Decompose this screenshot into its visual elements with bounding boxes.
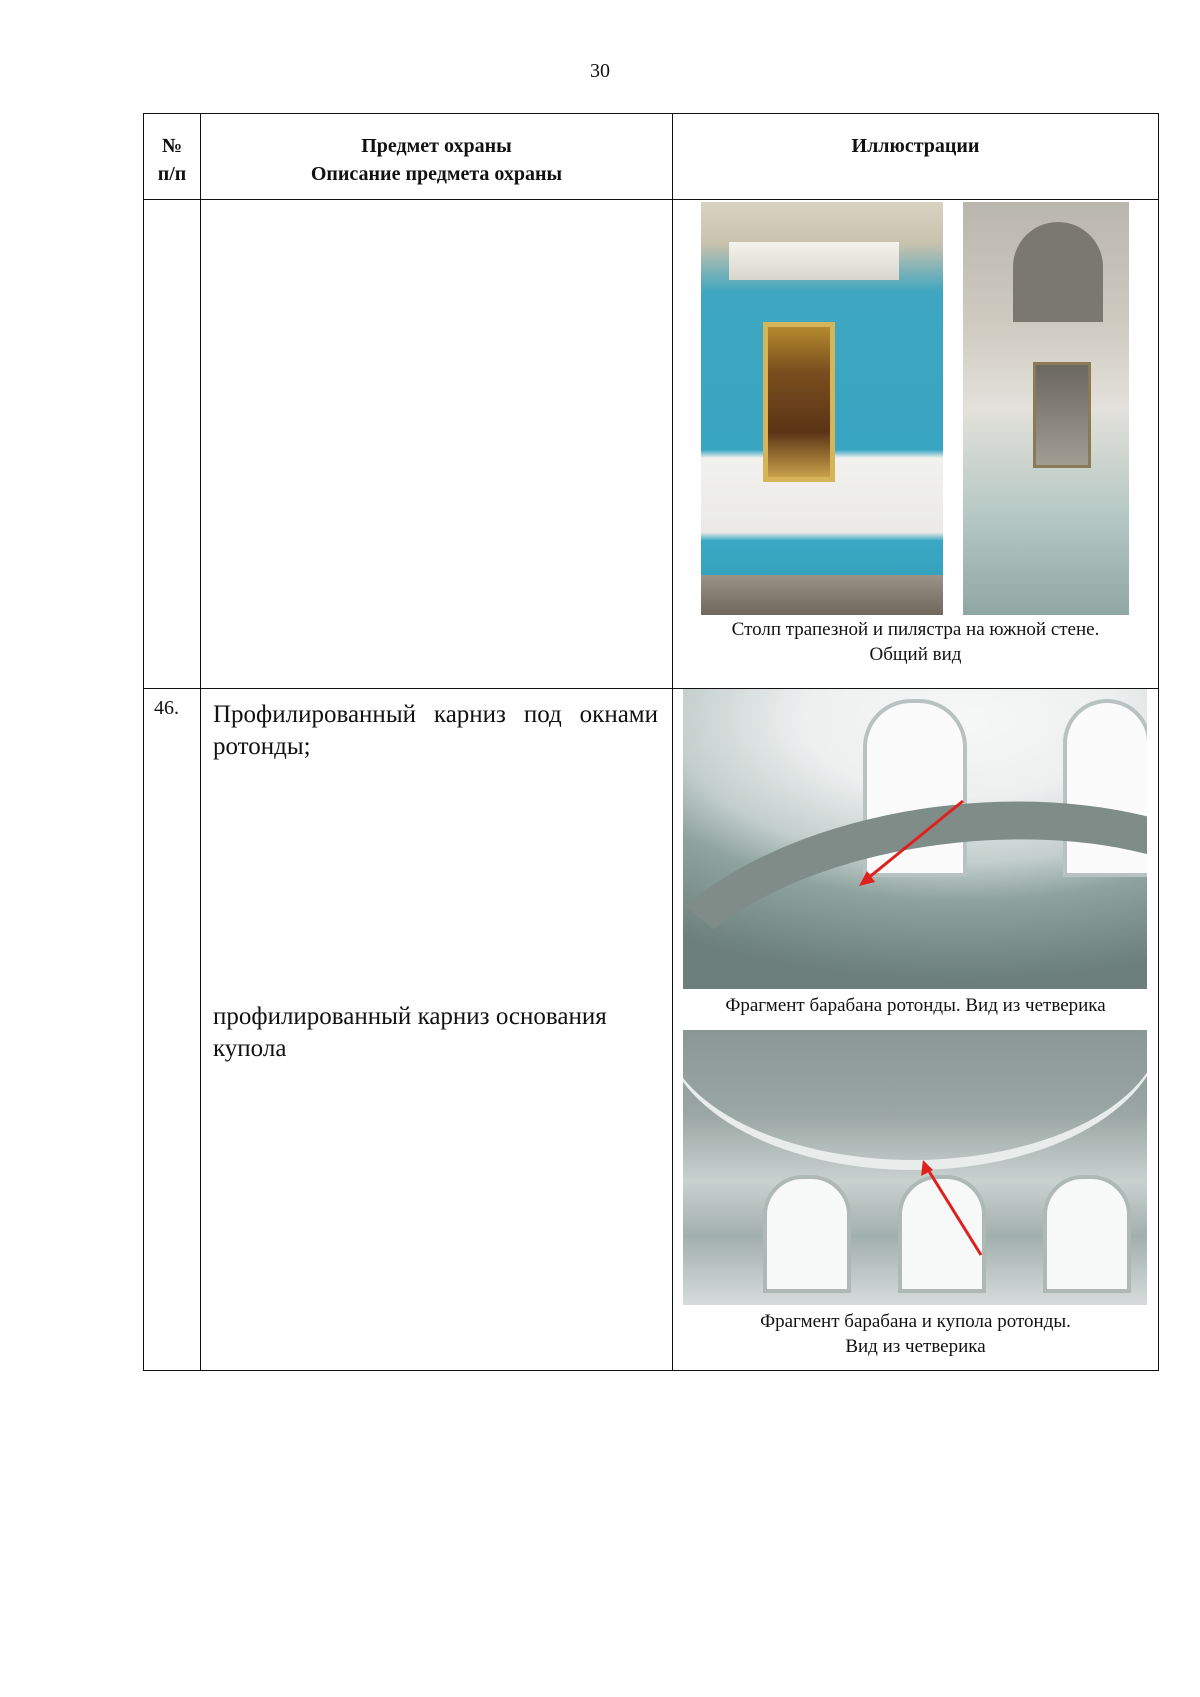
- table-header-row: [144, 114, 1159, 200]
- row-description-cell: [201, 689, 673, 1371]
- arrow-icon: [683, 1030, 1147, 1305]
- caption-drum-fragment: Фрагмент барабана ротонды. Вид из четверика: [725, 995, 1106, 1016]
- protection-table: [143, 113, 1159, 1371]
- photo-pilaster: [963, 202, 1129, 615]
- arrow-icon: [683, 689, 1147, 989]
- table-row: [144, 689, 1159, 1371]
- header-number-line2: п/п: [157, 163, 187, 185]
- header-illustrations-label: Иллюстрации: [851, 135, 980, 157]
- photo-pillar: [701, 202, 943, 615]
- photo-drum-dome-fragment: [683, 1030, 1147, 1305]
- row-number-cell: [144, 200, 201, 689]
- header-description: [201, 114, 673, 200]
- description-item-1: Профилированный карниз под окнами ротонды;: [213, 701, 658, 760]
- row-number-cell: 46.: [144, 689, 201, 1371]
- header-number: [144, 114, 201, 200]
- row-description-cell: [201, 200, 673, 689]
- header-illustrations: [673, 114, 1159, 200]
- header-description-line2: Описание предмета охраны: [310, 163, 563, 185]
- row-illustrations-cell: [673, 200, 1159, 689]
- description-item-2: профилированный карниз основания купола: [213, 1003, 607, 1062]
- row-illustrations-cell: [673, 689, 1159, 1371]
- photo-drum-fragment: [683, 689, 1147, 989]
- caption-pillar-line1: Столп трапезной и пилястра на южной стене.: [731, 619, 1100, 640]
- page-number: 30: [590, 60, 610, 82]
- caption-pillar-line2: Общий вид: [869, 644, 962, 665]
- header-description-line1: Предмет охраны: [361, 135, 512, 157]
- caption-drum-dome-line1: Фрагмент барабана и купола ротонды.: [760, 1311, 1071, 1332]
- header-number-line1: №: [161, 135, 183, 157]
- caption-drum-dome-line2: Вид из четверика: [845, 1336, 986, 1357]
- table-row: [144, 200, 1159, 689]
